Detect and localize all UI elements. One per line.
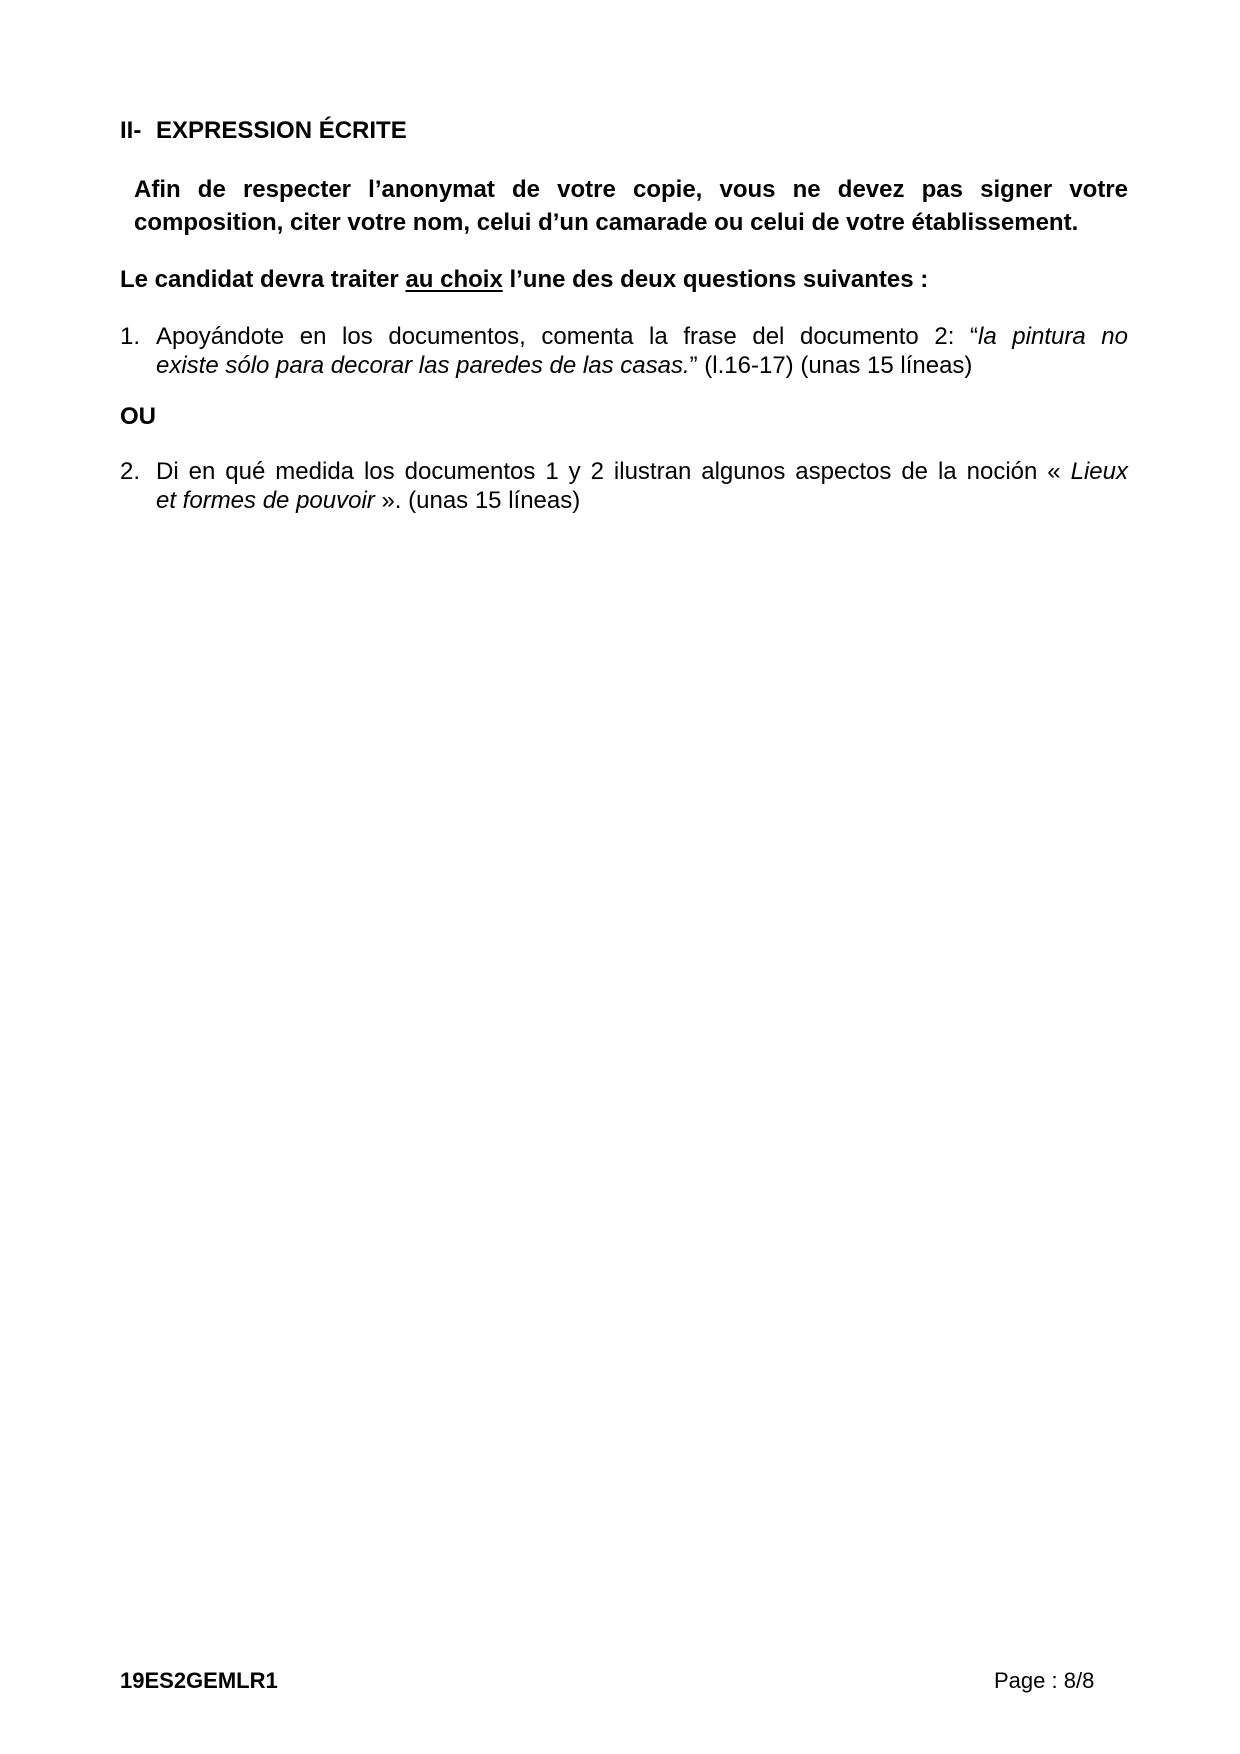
or-separator: OU: [120, 403, 156, 430]
question-notion-italic: Lieux: [1070, 458, 1128, 485]
question-text: [156, 322, 1128, 380]
question-quote-italic: la pintura no: [978, 323, 1129, 350]
choice-instruction: [120, 266, 928, 294]
question-quote-italic: existe sólo para decorar las paredes de las casas.: [156, 352, 690, 379]
section-heading: [120, 117, 407, 145]
instruction-underlined-text: au choix: [405, 266, 503, 293]
question-number: 2.: [120, 458, 141, 485]
section-number: II-: [120, 117, 142, 144]
exam-code: 19ES2GEMLR1: [120, 1668, 278, 1693]
question-2: [120, 457, 1128, 515]
question-notion-italic: et formes de pouvoir: [156, 487, 375, 514]
anonymity-notice-line1: Afin de respecter l’anonymat de votre copie, vous ne devez pas signer votre: [134, 176, 1128, 203]
section-title: EXPRESSION ÉCRITE: [156, 117, 407, 144]
question-number: 1.: [120, 323, 141, 350]
question-line1: [156, 322, 1128, 351]
question-line2: [156, 351, 1128, 380]
instruction-text-before: Le candidat devra traiter: [120, 266, 406, 293]
anonymity-notice-line2: composition, citer votre nom, celui d’un camarade ou celui de votre établissement.: [134, 209, 1079, 236]
question-line1: [156, 457, 1128, 486]
question-text-plain: Di en qué medida los documentos 1 y 2 ilustran algunos aspectos de la noción «: [156, 458, 1071, 485]
page-number: Page : 8/8: [994, 1668, 1095, 1693]
anonymity-notice: [134, 173, 1128, 239]
question-text-plain: ». (unas 15 líneas): [374, 487, 581, 514]
question-text-plain: Apoyándote en los documentos, comenta la frase del documento 2: “: [156, 323, 978, 350]
question-text: [156, 457, 1128, 515]
question-1: [120, 322, 1128, 380]
instruction-text-after: l’une des deux questions suivantes :: [502, 266, 929, 293]
question-line2: [156, 486, 1128, 515]
question-text-plain: ” (l.16-17) (unas 15 líneas): [689, 352, 973, 379]
